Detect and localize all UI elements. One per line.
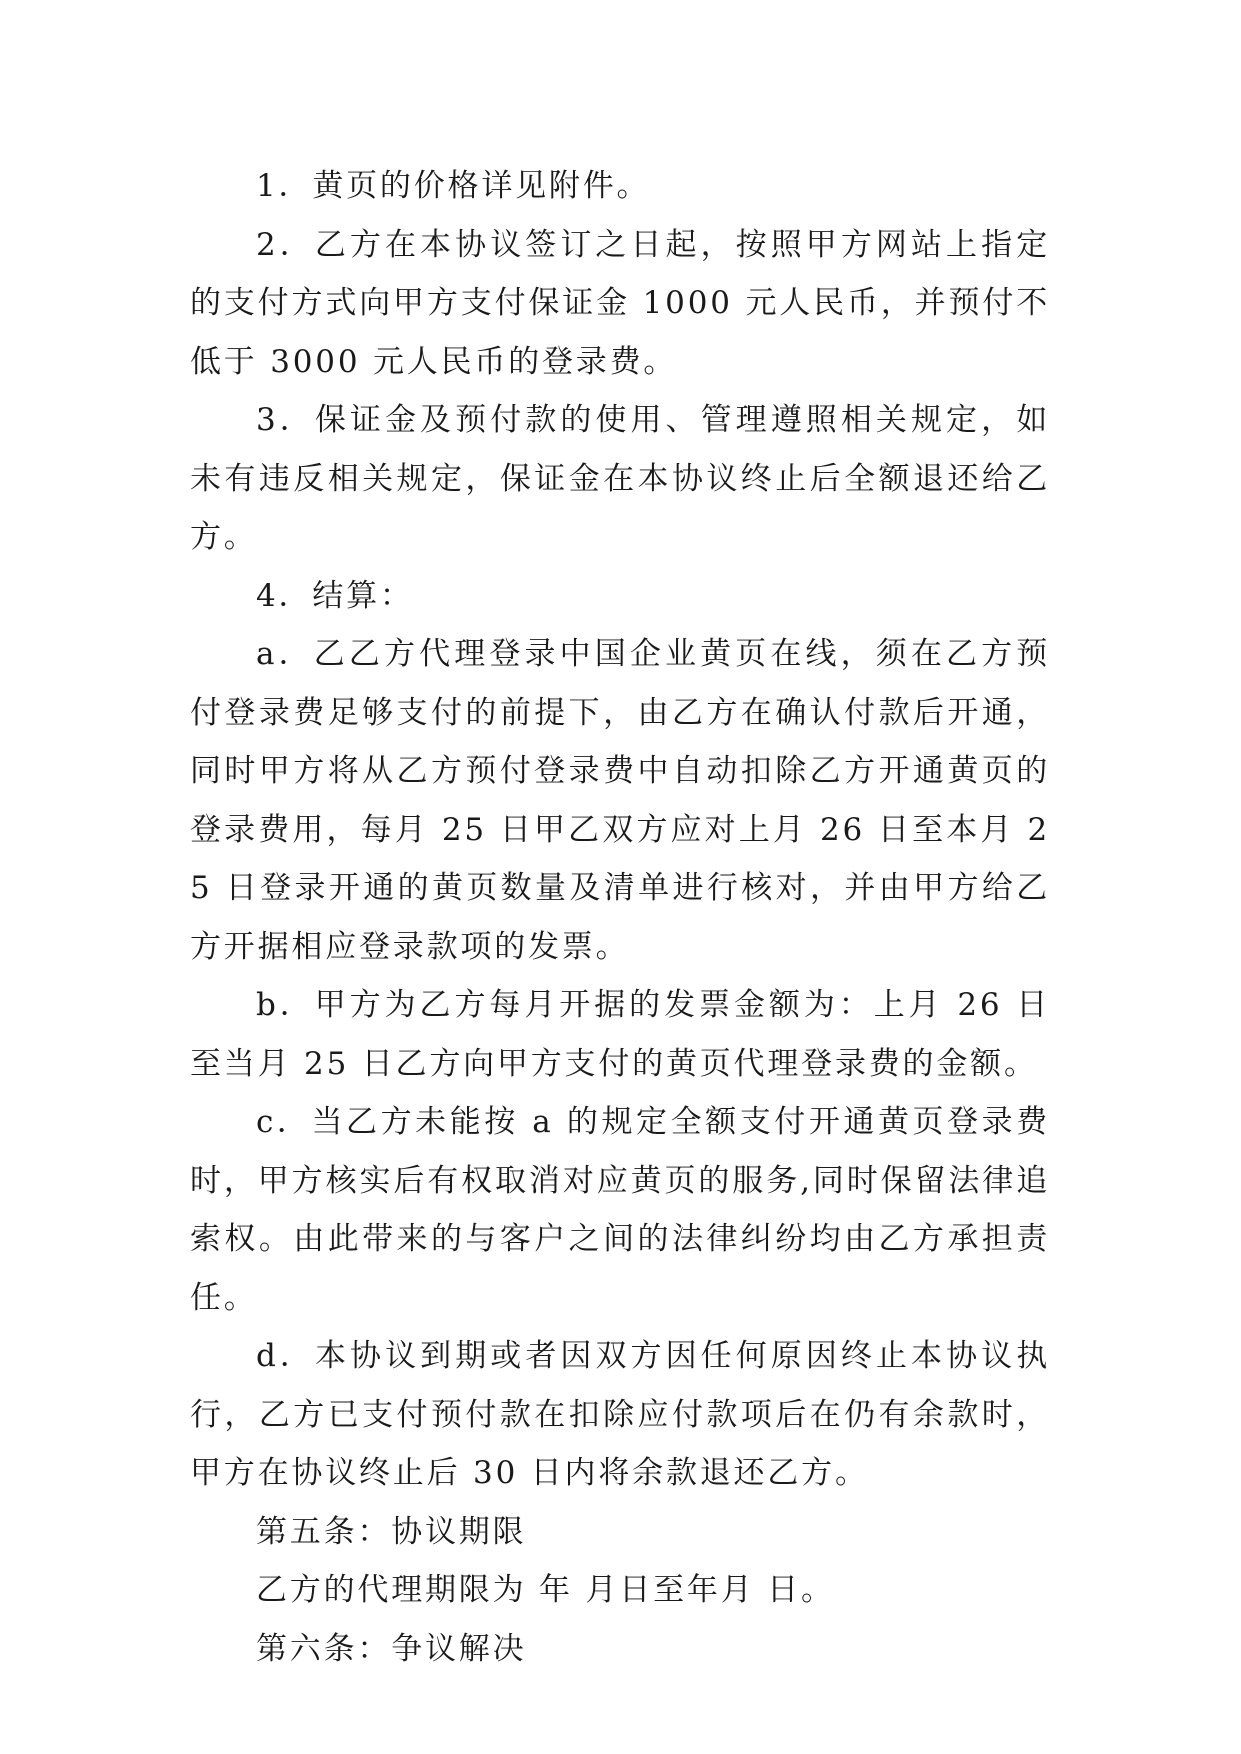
article-5-body: 乙方的代理期限为 年 月日至年月 日。 (256, 1572, 835, 1608)
clause-settlement-d: d．本协议到期或者因双方因任何原因终止本协议执行，乙方已支付预付款在扣除应付款项后在仍有余款时，甲方在协议终止后 30 日内将余款退还乙方。 (190, 1338, 1050, 1491)
article-6-heading: 第六条：争议解决 (256, 1630, 527, 1667)
clause-settlement: 4．结算： (256, 577, 414, 614)
clause-deposit: 2．乙方在本协议签订之日起，按照甲方网站上指定的支付方式向甲方支付保证金 1000 元人民币，并预付不低于 3000 元人民币的登录费。 (190, 226, 1050, 380)
clause-price: 1．黄页的价格详见附件。 (256, 168, 651, 204)
clause-settlement-a: a．乙乙方代理登录中国企业黄页在线，须在乙方预付登录费足够支付的前提下，由乙方在确认付款后开通，同时甲方将从乙方预付登录费中自动扣除乙方开通黄页的登录费用，每月 25 日甲乙双方应对上月 26 日至本月 25 日登录开通的黄页数量及清单进行核对，并由甲方给乙方开据相应登录款项的发票。 (190, 636, 1050, 965)
clause-deposit-usage: 3．保证金及预付款的使用、管理遵照相关规定，如未有违反相关规定，保证金在本协议终止后全额退还给乙方。 (190, 402, 1050, 555)
article-5-heading: 第五条：协议期限 (256, 1513, 527, 1550)
clause-settlement-b: b．甲方为乙方每月开据的发票金额为：上月 26 日至当月 25 日乙方向甲方支付的黄页代理登录费的金额。 (190, 987, 1050, 1082)
document-body (190, 157, 1050, 1678)
clause-settlement-c: c．当乙方未能按 a 的规定全额支付开通黄页登录费时，甲方核实后有权取消对应黄页的服务,同时保留法律追索权。由此带来的与客户之间的法律纠纷均由乙方承担责任。 (190, 1104, 1050, 1316)
